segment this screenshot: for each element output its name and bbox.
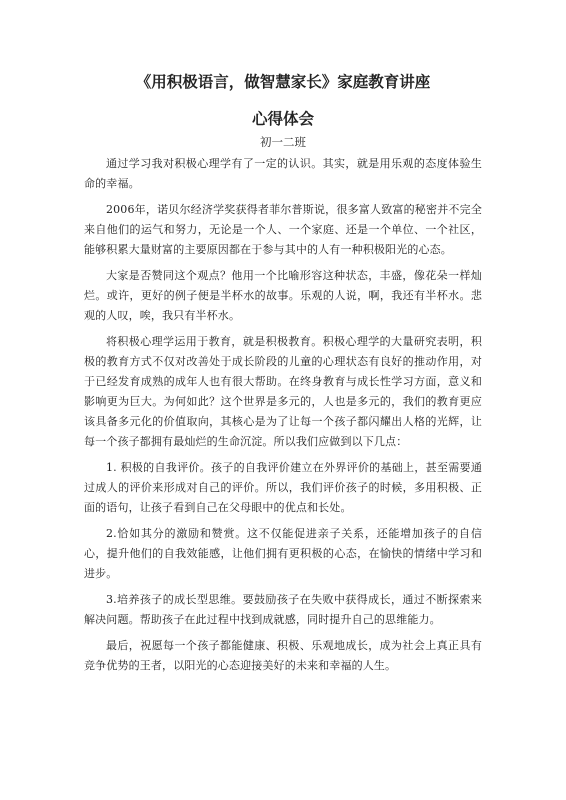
class-name: 初一二班 xyxy=(260,135,306,149)
paragraph-positive-education: 将积极心理学运用于教育，就是积极教育。积极心理学的大量研究表明，积极的教育方式不仅对改善处于成长阶段的儿童的心理状态有良好的推动作用，对于已经发育成熟的成年人也有很大帮助。在终身教育与成长性学习方面，意义和影响更为巨大。为何如此？这个世界是多元的，人也是多元的，我们的教育更应该具备多元化的价值取向，其核心是为了让每一个孩子都闪耀出人格的光辉，让每一个孩子都拥有最灿烂的生命沉淀。所以我们应做到以下几点： xyxy=(84,335,482,448)
paragraph-point-2: 2.恰如其分的激励和赞赏。这不仅能促进亲子关系，还能增加孩子的自信心，提升他们的自我效能感，让他们拥有更积极的心态，在愉快的情绪中学习和进步。 xyxy=(84,527,482,580)
paragraph-phelps: 2006年，诺贝尔经济学奖获得者菲尔普斯说，很多富人致富的秘密并不完全来自他们的运气和努力，无论是一个人、一个家庭、还是一个单位、一个社区，能够积累大量财富的主要原因都在于参与其中的人有一种积极阳光的心态。 xyxy=(84,203,482,256)
paragraph-intro: 通过学习我对积极心理学有了一定的认识。其实，就是用乐观的态度体验生命的幸福。 xyxy=(84,157,482,190)
paragraph-half-glass: 大家是否赞同这个观点？他用一个比喻形容这种状态，丰盛，像花朵一样灿烂。或许，更好的例子便是半杯水的故事。乐观的人说，啊，我还有半杯水。悲观的人叹，唉，我只有半杯水。 xyxy=(84,269,482,322)
paragraph-point-1: 1. 积极的自我评价。孩子的自我评价建立在外界评价的基础上，甚至需要通过成人的评价来形成对自己的评价。所以，我们评价孩子的时候，多用积极、正面的语句，让孩子看到自己在父母眼中的优点和长处。 xyxy=(84,461,482,514)
document-title: 《用积极语言，做智慧家长》家庭教育讲座 xyxy=(135,72,431,91)
document-subtitle: 心得体会 xyxy=(251,109,314,128)
paragraph-point-3: 3.培养孩子的成长型思维。要鼓励孩子在失败中获得成长，通过不断探索来解决问题。帮助孩子在此过程中找到成就感，同时提升自己的思维能力。 xyxy=(84,593,482,626)
document-body xyxy=(84,154,482,676)
paragraph-closing: 最后，祝愿每一个孩子都能健康、积极、乐观地成长，成为社会上真正具有竞争优势的王者，以阳光的心态迎接美好的未来和幸福的人生。 xyxy=(84,639,482,672)
